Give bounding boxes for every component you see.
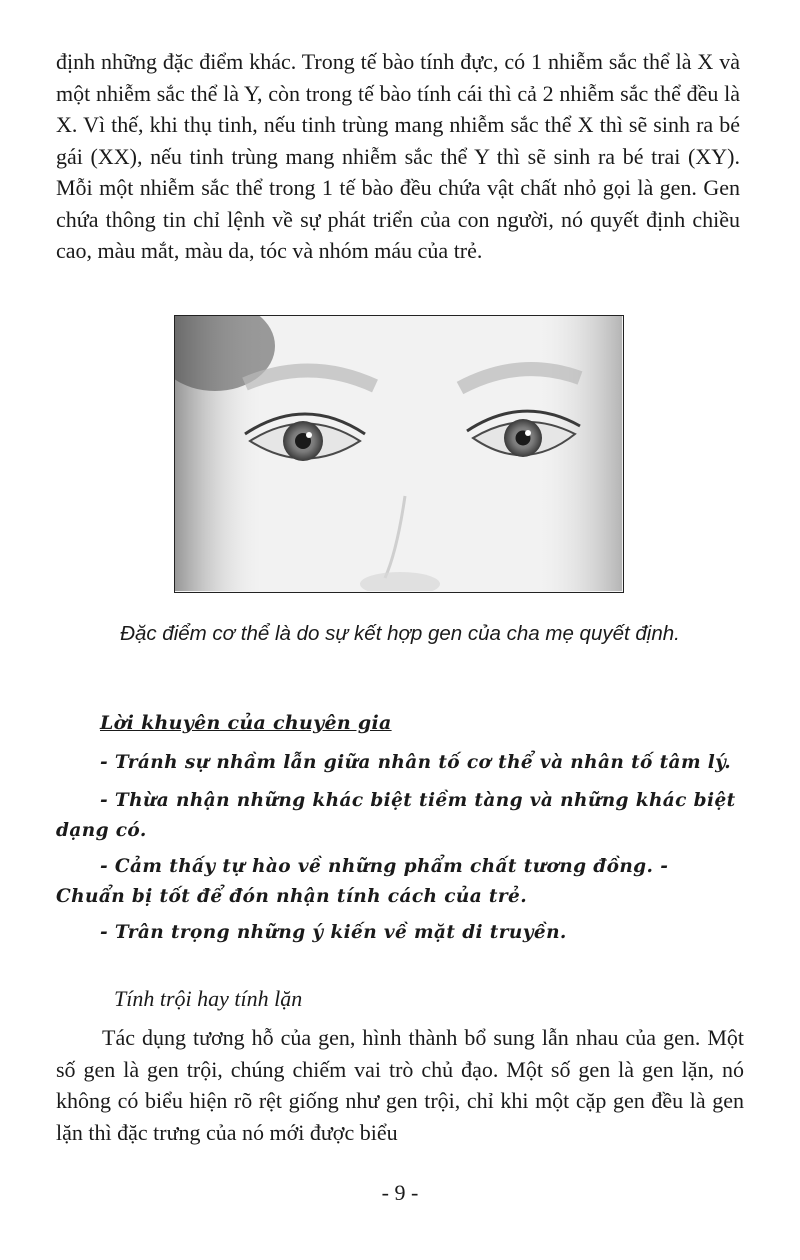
advice-title: Lời khuyên của chuyên gia	[100, 712, 392, 734]
advice-line: dạng có.	[56, 820, 147, 841]
advice-line: - Trân trọng những ý kiến về mặt di truyền.	[100, 922, 567, 943]
figure-caption: Đặc điểm cơ thể là do sự kết hợp gen của cha mẹ quyết định.	[120, 622, 680, 645]
advice-line: - Cảm thấy tự hào về những phẩm chất tương đồng. -	[100, 856, 669, 877]
eyes-illustration	[175, 316, 622, 591]
section-title: Tính trội hay tính lặn	[114, 986, 303, 1011]
advice-line: - Thừa nhận những khác biệt tiềm tàng và những khác biệt	[100, 790, 736, 811]
intro-paragraph: định những đặc điểm khác. Trong tế bào tính đực, có 1 nhiễm sắc thể là X và một nhiễm sắc thể là Y, còn trong tế bào tính cái thì cả 2 nhiễm sắc thể đều là X. Vì thế, khi thụ tinh, nếu tinh trùng mang nhiễm sắc thể X thì sẽ sinh ra bé gái (XX), nếu tinh trùng mang nhiễm sắc thể Y thì sẽ sinh ra bé trai (XY). Mỗi một nhiễm sắc thể trong 1 tế bào đều chứa vật chất nhỏ gọi là gen. Gen chứa thông tin chỉ lệnh về sự phát triển của con người, nó quyết định chiều cao, màu mắt, màu da, tóc và nhóm máu của trẻ.	[56, 49, 740, 263]
advice-line: Chuẩn bị tốt để đón nhận tính cách của trẻ.	[56, 886, 528, 907]
section-paragraph: Tác dụng tương hỗ của gen, hình thành bổ sung lẫn nhau của gen. Một số gen là gen trội, chúng chiếm vai trò chủ đạo. Một số gen là gen lặn, nó không có biểu hiện rõ rệt giống như gen trội, chỉ khi một cặp gen đều là gen lặn thì đặc trưng của nó mới được biểu	[56, 1025, 744, 1145]
child-eyes-photo	[174, 315, 624, 593]
page-number: - 9 -	[381, 1180, 419, 1205]
advice-line: - Tránh sự nhầm lẫn giữa nhân tố cơ thể và nhân tố tâm lý.	[100, 752, 732, 773]
